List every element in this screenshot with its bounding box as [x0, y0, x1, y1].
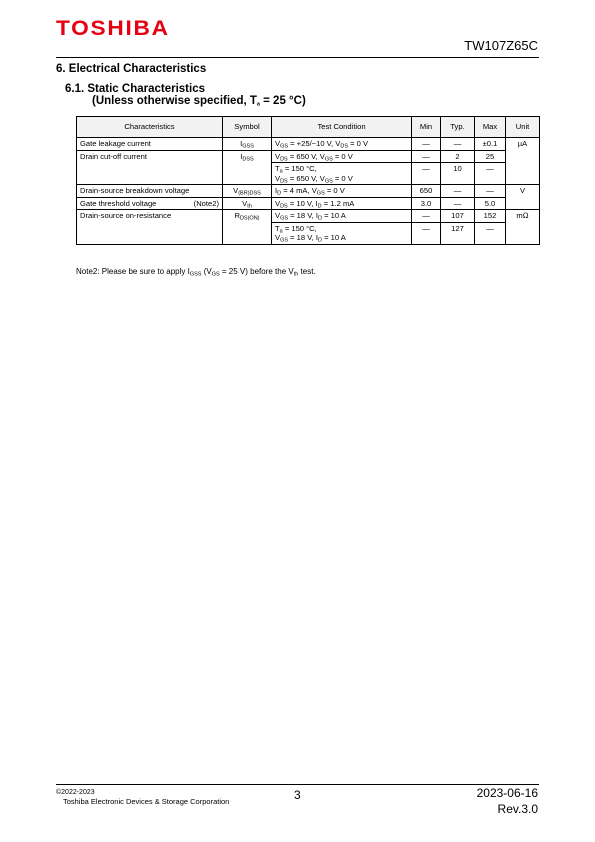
table-row	[77, 150, 540, 163]
max-cell: ±0.1	[475, 138, 506, 151]
condition-cell: $T_a = 150$ °C, $V_{GS} = 18$ V, $I_D = 10$ A	[272, 222, 412, 244]
max-cell: 5.0	[475, 197, 506, 210]
table-row	[77, 138, 540, 151]
condition-cell: $T_a = 150$ °C, $V_{DS} = 650$ V, $V_{GS} = 0$ V	[272, 163, 412, 185]
toshiba-logo: TOSHIBA	[56, 17, 170, 40]
footer-copyright: ©2022-2023	[56, 789, 95, 796]
footer-divider	[56, 784, 539, 785]
max-cell: —	[475, 185, 506, 198]
symbol-cell: $I_{DSS}$	[223, 150, 272, 185]
min-cell: 3.0	[412, 197, 441, 210]
header-divider	[56, 57, 539, 58]
condition-cell: $V_{DS} = 10$ V, $I_D = 1.2$ mA	[272, 197, 412, 210]
footer-revision: Rev.3.0	[497, 802, 538, 816]
characteristic-cell: Drain-source breakdown voltage	[77, 185, 223, 198]
typ-cell: 107	[441, 210, 475, 223]
unit-cell: V	[506, 185, 540, 210]
col-header: Test Condition	[272, 117, 412, 138]
col-header: Min	[412, 117, 441, 138]
table-row	[77, 210, 540, 223]
footer-date: 2023-06-16	[476, 786, 538, 800]
condition-cell: $V_{DS} = 650$ V, $V_{GS} = 0$ V	[272, 150, 412, 163]
characteristic-cell: Drain-source on-resistance	[77, 210, 223, 245]
test-condition-note: (Unless otherwise specified, $T_a = 25$ °C)	[92, 95, 306, 108]
col-header: Max	[475, 117, 506, 138]
col-header: Unit	[506, 117, 540, 138]
min-cell: 650	[412, 185, 441, 198]
max-cell: 25	[475, 150, 506, 163]
table-row	[77, 197, 540, 210]
unit-cell: mΩ	[506, 210, 540, 245]
typ-cell: 127	[441, 222, 475, 244]
section-title: 6. Electrical Characteristics	[56, 63, 207, 75]
condition-cell: $I_D = 4$ mA, $V_{GS} = 0$ V	[272, 185, 412, 198]
max-cell: —	[475, 222, 506, 244]
min-cell: —	[412, 138, 441, 151]
part-number: TW107Z65C	[464, 38, 538, 53]
min-cell: —	[412, 163, 441, 185]
min-cell: —	[412, 222, 441, 244]
symbol-cell: $I_{GSS}$	[223, 138, 272, 151]
footer-corporation: Toshiba Electronic Devices & Storage Corporation	[63, 797, 230, 806]
condition-cell: $V_{GS} = 18$ V, $I_D = 10$ A	[272, 210, 412, 223]
typ-cell: —	[441, 185, 475, 198]
max-cell: 152	[475, 210, 506, 223]
max-cell: —	[475, 163, 506, 185]
characteristic-cell: Drain cut-off current	[77, 150, 223, 185]
typ-cell: —	[441, 138, 475, 151]
characteristic-cell: Gate leakage current	[77, 138, 223, 151]
condition-cell: $V_{GS} = +25/-10$ V, $V_{DS} = 0$ V	[272, 138, 412, 151]
table-header-row	[77, 117, 540, 138]
col-header: Symbol	[223, 117, 272, 138]
typ-cell: 10	[441, 163, 475, 185]
page-number: 3	[294, 788, 301, 802]
min-cell: —	[412, 150, 441, 163]
note2-text: Note2: Please be sure to apply $I_{GSS}$ ($V_{GS} = 25$ V) before the $V_{th}$ test.	[76, 267, 316, 278]
typ-cell: 2	[441, 150, 475, 163]
subsection-title: 6.1. Static Characteristics	[65, 83, 205, 95]
unit-cell: µA	[506, 138, 540, 185]
typ-cell: —	[441, 197, 475, 210]
symbol-cell: $V_{(BR)DSS}$	[223, 185, 272, 198]
table-row	[77, 185, 540, 198]
min-cell: —	[412, 210, 441, 223]
characteristic-cell: Gate threshold voltage (Note2)	[77, 197, 223, 210]
symbol-cell: $V_{th}$	[223, 197, 272, 210]
static-characteristics-table	[76, 116, 540, 245]
col-header: Characteristics	[77, 117, 223, 138]
col-header: Typ.	[441, 117, 475, 138]
symbol-cell: $R_{DS(ON)}$	[223, 210, 272, 245]
note-reference: (Note2)	[193, 198, 219, 208]
